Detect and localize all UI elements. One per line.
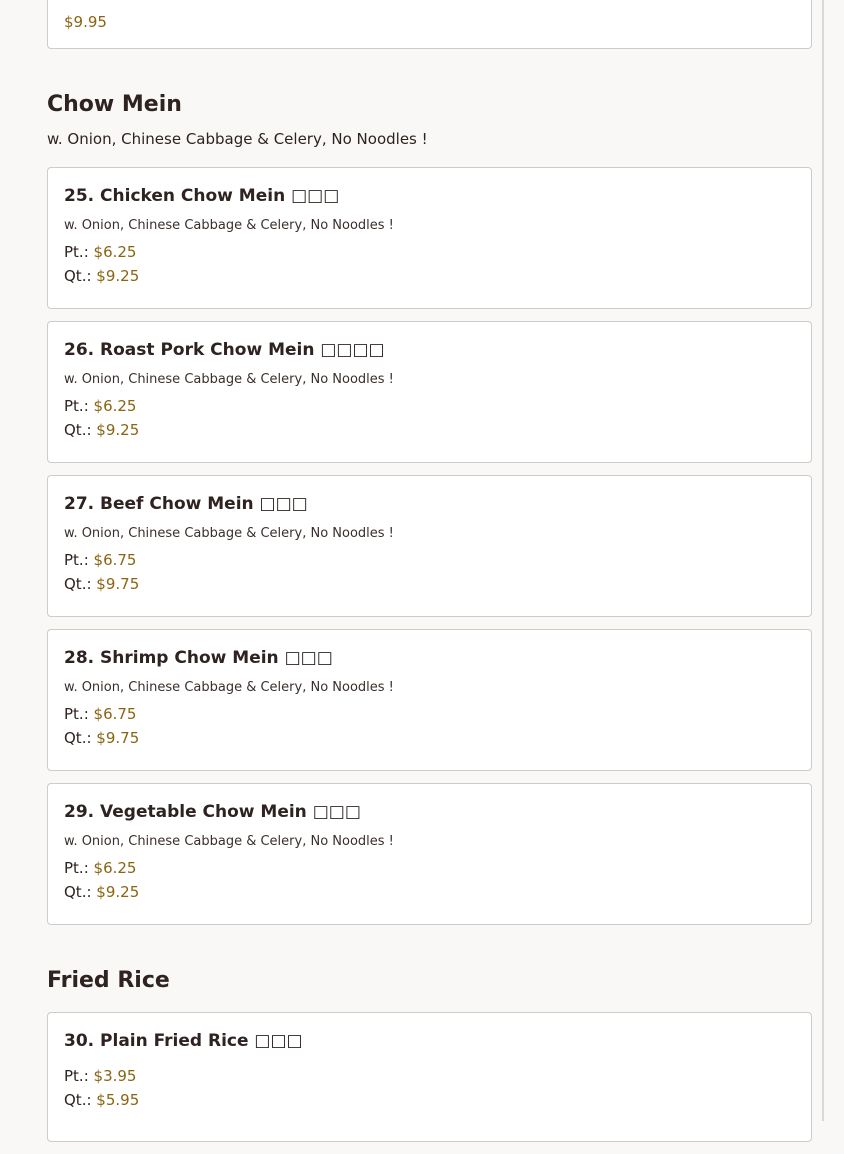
pint-label: Pt.: bbox=[64, 243, 89, 261]
quart-price-row bbox=[64, 418, 795, 442]
quart-price: $5.95 bbox=[96, 1091, 140, 1109]
pint-price: $6.25 bbox=[93, 397, 137, 415]
menu-section-fried-rice bbox=[47, 967, 812, 1142]
pint-label: Pt.: bbox=[64, 859, 89, 877]
menu-item-card[interactable] bbox=[47, 629, 812, 771]
item-description: w. Onion, Chinese Cabbage & Celery, No Noodles ! bbox=[64, 526, 394, 541]
pint-label: Pt.: bbox=[64, 705, 89, 723]
quart-label: Qt.: bbox=[64, 421, 92, 439]
menu-item-card-previous[interactable] bbox=[47, 0, 812, 49]
pint-price-row bbox=[64, 856, 795, 880]
quart-price-row bbox=[64, 1088, 795, 1112]
pint-price: $6.75 bbox=[93, 705, 137, 723]
quart-price-row bbox=[64, 726, 795, 750]
quart-label: Qt.: bbox=[64, 267, 92, 285]
quart-price: $9.75 bbox=[96, 575, 140, 593]
pint-price-row bbox=[64, 240, 795, 264]
menu-item-card[interactable] bbox=[47, 783, 812, 925]
section-description: w. Onion, Chinese Cabbage & Celery, No Noodles ! bbox=[47, 130, 428, 148]
item-price-row bbox=[64, 10, 795, 34]
item-description: w. Onion, Chinese Cabbage & Celery, No Noodles ! bbox=[64, 218, 394, 233]
menu-item-card[interactable] bbox=[47, 1012, 812, 1142]
item-name: 25. Chicken Chow Mein □□□ bbox=[64, 186, 340, 206]
quart-price: $9.25 bbox=[96, 883, 140, 901]
pint-price: $6.25 bbox=[93, 243, 137, 261]
menu-item-card[interactable] bbox=[47, 475, 812, 617]
item-name: 29. Vegetable Chow Mein □□□ bbox=[64, 802, 361, 822]
pint-price-row bbox=[64, 394, 795, 418]
menu-content bbox=[47, 0, 812, 1154]
pint-price: $3.95 bbox=[93, 1067, 137, 1085]
quart-label: Qt.: bbox=[64, 883, 92, 901]
item-description: w. Onion, Chinese Cabbage & Celery, No Noodles ! bbox=[64, 680, 394, 695]
pint-price-row bbox=[64, 548, 795, 572]
item-price: $9.95 bbox=[64, 13, 107, 31]
pint-price-row bbox=[64, 702, 795, 726]
pint-label: Pt.: bbox=[64, 1067, 89, 1085]
section-title: Fried Rice bbox=[47, 968, 170, 993]
pint-price: $6.25 bbox=[93, 859, 137, 877]
menu-item-card[interactable] bbox=[47, 321, 812, 463]
menu-section-chow-mein bbox=[47, 91, 812, 925]
page-scrollbar-edge bbox=[822, 0, 824, 1121]
pint-price-row bbox=[64, 1064, 795, 1088]
item-name: 30. Plain Fried Rice □□□ bbox=[64, 1031, 303, 1051]
quart-price-row bbox=[64, 264, 795, 288]
quart-price: $9.25 bbox=[96, 267, 140, 285]
pint-label: Pt.: bbox=[64, 397, 89, 415]
quart-price-row bbox=[64, 572, 795, 596]
item-name: 27. Beef Chow Mein □□□ bbox=[64, 494, 308, 514]
item-name: 28. Shrimp Chow Mein □□□ bbox=[64, 648, 333, 668]
quart-price-row bbox=[64, 880, 795, 904]
menu-item-card[interactable] bbox=[47, 167, 812, 309]
section-title: Chow Mein bbox=[47, 92, 182, 117]
item-description: w. Onion, Chinese Cabbage & Celery, No Noodles ! bbox=[64, 372, 394, 387]
item-description: w. Onion, Chinese Cabbage & Celery, No Noodles ! bbox=[64, 834, 394, 849]
pint-price: $6.75 bbox=[93, 551, 137, 569]
quart-label: Qt.: bbox=[64, 729, 92, 747]
quart-price: $9.75 bbox=[96, 729, 140, 747]
quart-label: Qt.: bbox=[64, 1091, 92, 1109]
quart-label: Qt.: bbox=[64, 575, 92, 593]
pint-label: Pt.: bbox=[64, 551, 89, 569]
item-name: 26. Roast Pork Chow Mein □□□□ bbox=[64, 340, 385, 360]
quart-price: $9.25 bbox=[96, 421, 140, 439]
